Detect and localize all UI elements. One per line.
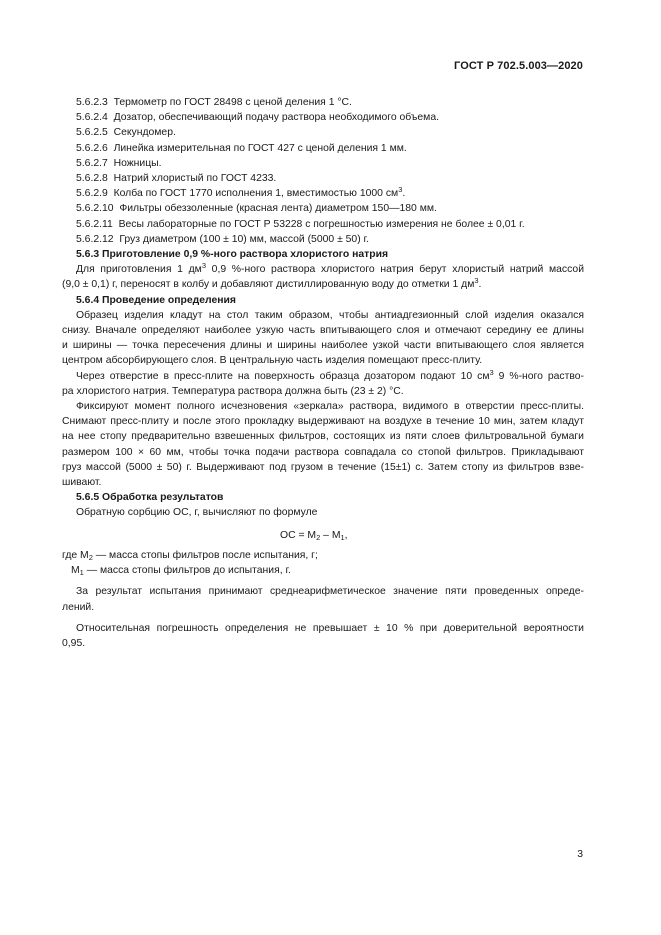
paragraph-line: За результат испытания принимают среднеарифметическое значение пяти проведенных опреде- — [76, 586, 584, 598]
list-item: 5.6.2.8 Натрий хлористый по ГОСТ 4233. — [76, 173, 277, 185]
paragraph-line: шивают. — [62, 477, 102, 489]
document-code-header: ГОСТ Р 702.5.003—2020 — [454, 60, 583, 72]
paragraph-line: и ширины — точка пересечения длины и ширины наиболее узкой части впитывающего слоя является — [62, 340, 584, 352]
paragraph-line: Относительная погрешность определения не превышает ± 10 % при доверительной вероятности — [76, 622, 584, 634]
list-item: 5.6.2.6 Линейка измерительная по ГОСТ 427 с ценой деления 1 мм. — [76, 142, 407, 154]
list-item: 5.6.2.7 Ножницы. — [76, 157, 162, 169]
list-item: 5.6.2.12 Груз диаметром (100 ± 10) мм, массой (5000 ± 50) г. — [76, 233, 369, 245]
paragraph-line: Обратную сорбцию ОС, г, вычисляют по формуле — [76, 507, 318, 519]
paragraph-line: центром абсорбирующего слоя. В центральную часть изделия помещают пресс-плиту. — [62, 355, 483, 367]
paragraph-line: на нее стопу предварительно взвешенных фильтров, состоящих из пяти слоев фильтровальной бумаги — [62, 431, 584, 443]
formula: ОС = $М_2 - М_1$, — [280, 529, 348, 542]
list-item: 5.6.2.10 Фильтры обеззоленные (красная лента) диаметром 150—180 мм. — [76, 203, 437, 215]
paragraph-line: Образец изделия кладут на стол таким образом, чтобы антиадгезионный слой изделия оказался — [76, 309, 584, 321]
paragraph-line: Фиксируют момент полного исчезновения «зеркала» раствора, видимого в отверстии пресс-плиты. — [76, 401, 584, 413]
paragraph-line: лений. — [62, 601, 95, 613]
list-item: 5.6.2.4 Дозатор, обеспечивающий подачу раствора необходимого объема. — [76, 112, 439, 124]
paragraph-line: Снимают пресс-плиту и после этого прокладку выдерживают на воздухе в течение 10 мин, затем кладут — [62, 416, 584, 428]
page-number: 3 — [577, 849, 583, 860]
document-body — [62, 95, 584, 651]
section-heading-5-6-5: 5.6.5 Обработка результатов — [76, 492, 224, 504]
paragraph-line: 0,95. — [62, 637, 86, 649]
paragraph-line: (9,0 ± 0,1) г, переносят в колбу и добавляют дистиллированную воду до отметки 1 $дм^3$. — [62, 276, 482, 291]
paragraph-line: Через отверстие в пресс-плите на поверхность образца дозатором подают 10 $см^3$ 9 %-ного раство- — [76, 367, 584, 382]
list-item: 5.6.2.11 Весы лабораторные по ГОСТ Р 53228 с погрешностью измерения не более ± 0,01 г. — [76, 218, 525, 230]
paragraph-line: размером 100 × 60 мм, чтобы точка подачи раствора совпадала со стопой фильтров. Прикладывают — [62, 446, 584, 458]
list-item: 5.6.2.3 Термометр по ГОСТ 28498 с ценой деления 1 °С. — [76, 97, 352, 108]
list-item: 5.6.2.9 Колба по ГОСТ 1770 исполнения 1, вместимостью 1000 $см^3$. — [76, 185, 406, 200]
section-heading-5-6-4: 5.6.4 Проведение определения — [76, 294, 236, 306]
paragraph-line: ра хлористого натрия. Температура раствора должна быть (23 ± 2) °С. — [62, 385, 404, 397]
paragraph-line: снизу. Вначале определяют наиболее узкую часть впитывающего слоя и отмечают середину ее длины — [62, 325, 584, 337]
list-item: 5.6.2.5 Секундомер. — [76, 127, 176, 139]
paragraph-line: груз массой (5000 ± 50) г. Выдерживают под грузом в течение (15±1) с. Затем стопу из фильтров взве- — [62, 461, 584, 473]
section-heading-5-6-3: 5.6.3 Приготовление 0,9 %-ного раствора хлористого натрия — [76, 249, 389, 261]
paragraph-line: Для приготовления 1 $дм^3$ 0,9 %-ного раствора хлористого натрия берут хлористый натрий массой — [76, 261, 584, 276]
formula-legend-m2: где $М_2$ — масса стопы фильтров после испытания, г; — [62, 549, 318, 562]
formula-legend-m1: $М_1$ — масса стопы фильтров до испытания, г. — [71, 565, 291, 578]
